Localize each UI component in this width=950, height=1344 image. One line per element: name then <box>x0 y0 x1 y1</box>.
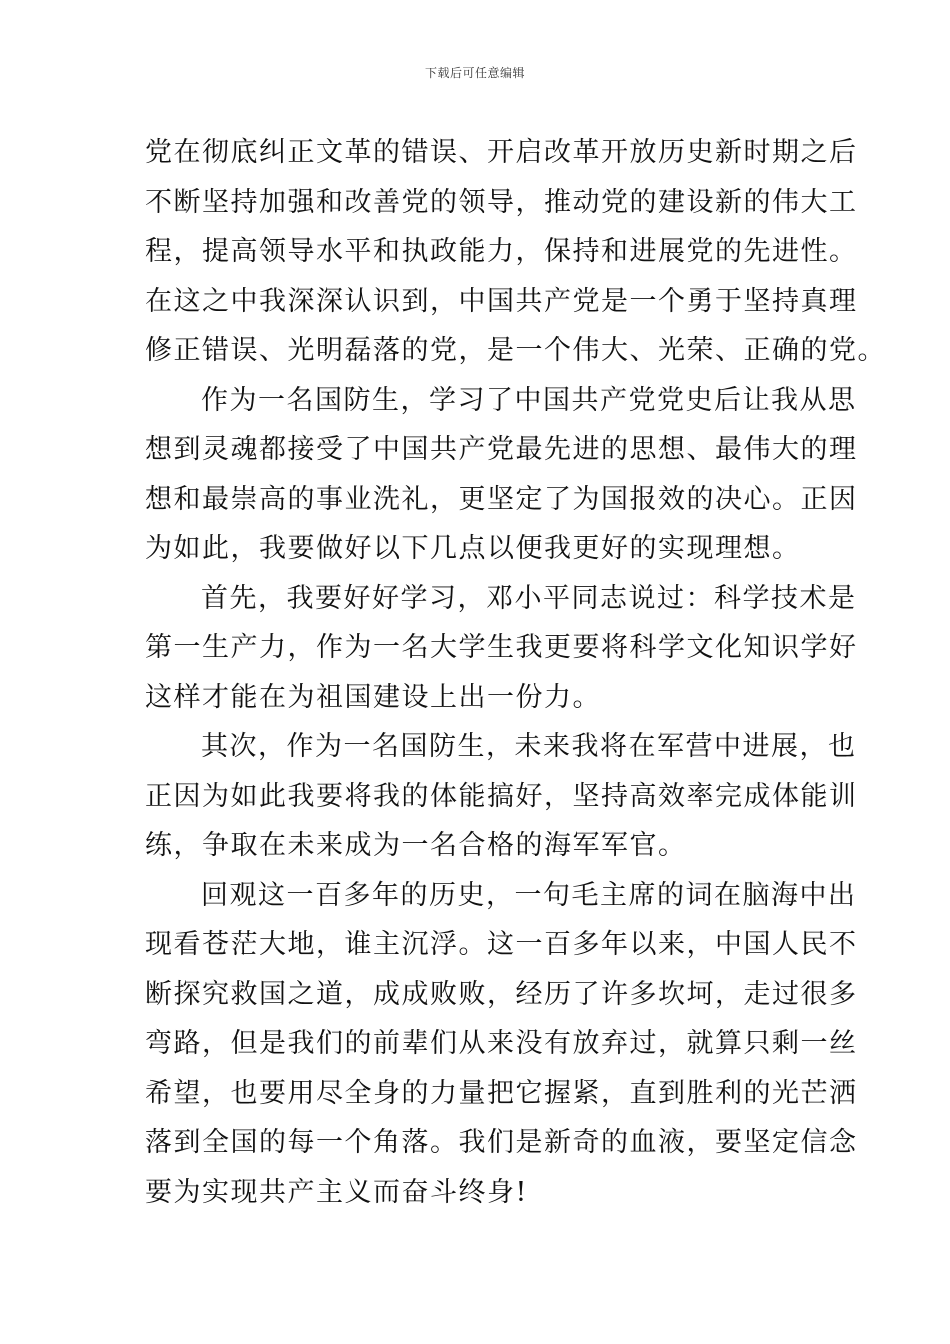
text-line: 正因为如此我要将我的体能搞好，坚持高效率完成体能训 <box>145 780 858 812</box>
text-line: 练，争取在未来成为一名合格的海军军官。 <box>145 830 687 861</box>
paragraph-start-line: 回观这一百多年的历史，一句毛主席的词在脑海中出 <box>201 879 857 911</box>
text-line: 这样才能在为祖国建设上出一份力。 <box>145 681 601 713</box>
text-line: 现看苍茫大地，谁主沉浮。这一百多年以来，中国人民不 <box>145 929 858 960</box>
text-line: 想到灵魂都接受了中国共产党最先进的思想、最伟大的理 <box>145 434 858 465</box>
text-line: 在这之中我深深认识到，中国共产党是一个勇于坚持真理 <box>145 285 858 317</box>
text-line: 想和最崇高的事业洗礼，更坚定了为国报效的决心。正因 <box>145 483 858 515</box>
header-note: 下载后可任意编辑 <box>424 66 525 80</box>
text-line: 不断坚持加强和改善党的领导，推动党的建设新的伟大工 <box>145 186 858 218</box>
body-text <box>145 128 886 1217</box>
text-line: 修正错误、光明磊落的党，是一个伟大、光荣、正确的党。 <box>145 335 886 366</box>
text-line: 弯路，但是我们的前辈们从来没有放弃过，就算只剩一丝 <box>145 1028 858 1059</box>
text-line: 第一生产力，作为一名大学生我更要将科学文化知识学好 <box>145 632 858 663</box>
text-line: 落到全国的每一个角落。我们是新奇的血液，要坚定信念 <box>145 1127 858 1158</box>
text-line: 要为实现共产主义而奋斗终身! <box>145 1176 528 1208</box>
paragraph-start-line: 其次，作为一名国防生，未来我将在军营中进展，也 <box>201 731 857 762</box>
text-line: 希望，也要用尽全身的力量把它握紧，直到胜利的光芒洒 <box>145 1077 858 1109</box>
paragraph-start-line: 作为一名国防生，学习了中国共产党党史后让我从思 <box>201 384 857 416</box>
text-line: 断探究救国之道，成成败败，经历了许多坎坷，走过很多 <box>145 978 858 1010</box>
text-line: 程，提高领导水平和执政能力，保持和进展党的先进性。 <box>145 236 858 267</box>
paragraph-start-line: 首先，我要好好学习，邓小平同志说过：科学技术是 <box>201 582 857 614</box>
text-line: 为如此，我要做好以下几点以便我更好的实现理想。 <box>145 533 801 564</box>
text-line: 党在彻底纠正文革的错误、开启改革开放历史新时期之后 <box>145 137 858 168</box>
